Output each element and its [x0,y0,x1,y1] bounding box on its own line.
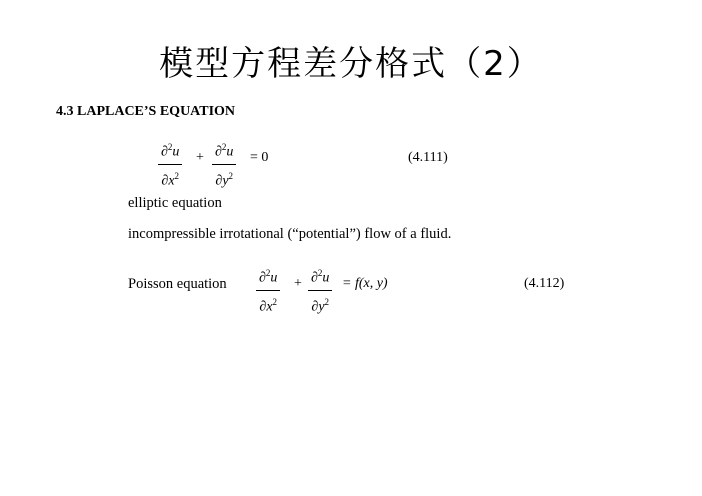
plus-sign: + [196,150,204,165]
page-title: 模型方程差分格式（2） [159,44,543,84]
fraction-d2u-dx2: $\frac{\partial^2u}{\partial x^2}$ [158,138,182,190]
plus-sign: + [294,276,302,291]
fraction-d2u-dy2: $\frac{\partial^2u}{\partial y^2}$ [212,138,236,190]
equation-rhs: = 0 [250,150,269,165]
poisson-label: Poisson equation [128,276,227,292]
equation-number: (4.112) [524,276,565,291]
text-elliptic: elliptic equation [128,195,222,211]
text-flow: incompressible irrotational (“potential”) flow of a fluid. [128,226,452,242]
fraction-d2u-dy2: $\frac{\partial^2u}{\partial y^2}$ [308,264,332,316]
fraction-d2u-dx2: $\frac{\partial^2u}{\partial x^2}$ [256,264,280,316]
equation-number: (4.111) [408,150,448,165]
equation-rhs: = f(x, y) [342,276,388,291]
section-heading: 4.3 LAPLACE’S EQUATION [56,104,236,119]
